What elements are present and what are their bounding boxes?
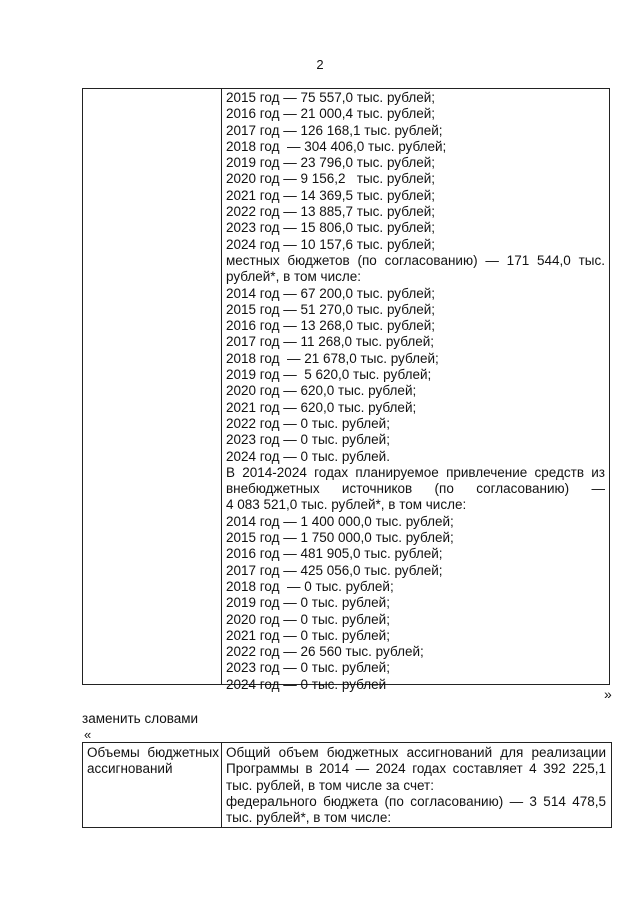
funding-table-fragment: [82, 88, 610, 692]
replace-with-label: заменить словами: [82, 711, 199, 726]
extrabudgetary-year-line: 2021 год — 0 тыс. рублей;: [226, 627, 390, 643]
year-line: 2024 год — 10 157,6 тыс. рублей;: [226, 236, 435, 252]
year-line: 2015 год — 75 557,0 тыс. рублей;: [226, 90, 435, 105]
opening-quote-mark: «: [84, 727, 92, 742]
extrabudgetary-year-line: 2019 год — 0 тыс. рублей;: [226, 595, 390, 611]
total-allocation-text: Общий объем бюджетных ассигнований для реализации: [226, 745, 606, 760]
local-budget-heading-cont: рублей*, в том числе:: [226, 269, 362, 285]
extrabudgetary-total: 4 083 521,0 тыс. рублей*, в том числе:: [226, 497, 467, 513]
federal-budget-text: тыс. рублей*, в том числе:: [226, 810, 392, 826]
row-label-cell: [87, 745, 219, 778]
local-year-line: 2017 год — 11 268,0 тыс. рублей;: [226, 334, 434, 350]
closing-quote-mark: »: [604, 686, 612, 702]
year-line: 2021 год — 14 369,5 тыс. рублей;: [226, 187, 435, 203]
local-year-line: 2015 год — 51 270,0 тыс. рублей;: [226, 301, 435, 317]
local-year-line: 2023 год — 0 тыс. рублей;: [226, 432, 390, 448]
column-divider: [221, 743, 222, 827]
extrabudgetary-year-line: 2018 год — 0 тыс. рублей;: [226, 578, 394, 594]
year-line: 2020 год — 9 156,2 тыс. рублей;: [226, 171, 435, 187]
extrabudgetary-year-line: 2024 год — 0 тыс. рублей: [226, 676, 387, 692]
extrabudgetary-year-line: 2016 год — 481 905,0 тыс. рублей;: [226, 546, 443, 562]
row-value-cell: [226, 745, 606, 826]
year-line: 2019 год — 23 796,0 тыс. рублей;: [226, 155, 435, 171]
page-number: 2: [316, 57, 324, 72]
extrabudgetary-year-line: 2023 год — 0 тыс. рублей;: [226, 660, 390, 676]
budget-allocation-table: [82, 742, 612, 828]
year-line: 2018 год — 304 406,0 тыс. рублей;: [226, 138, 447, 154]
column-divider: [221, 89, 222, 684]
local-year-line: 2019 год — 5 620,0 тыс. рублей;: [226, 367, 432, 383]
year-line: 2017 год — 126 168,1 тыс. рублей;: [226, 122, 443, 138]
extrabudgetary-year-line: 2015 год — 1 750 000,0 тыс. рублей;: [226, 530, 454, 546]
extrabudgetary-year-line: 2020 год — 0 тыс. рублей;: [226, 611, 390, 627]
year-line: 2022 год — 13 885,7 тыс. рублей;: [226, 204, 435, 220]
year-line: 2016 год — 21 000,4 тыс. рублей;: [226, 106, 435, 122]
extrabudgetary-heading-cont: внебюджетных источников (по согласованию) —: [226, 481, 605, 497]
local-year-line: 2021 год — 620,0 тыс. рублей;: [226, 399, 417, 415]
row-label: Объемы бюджетных: [87, 745, 219, 760]
local-year-line: 2022 год — 0 тыс. рублей;: [226, 415, 390, 431]
local-year-line: 2014 год — 67 200,0 тыс. рублей;: [226, 285, 435, 301]
year-line: 2023 год — 15 806,0 тыс. рублей;: [226, 220, 435, 236]
local-year-line: 2018 год — 21 678,0 тыс. рублей;: [226, 350, 439, 366]
extrabudgetary-year-line: 2014 год — 1 400 000,0 тыс. рублей;: [226, 513, 454, 529]
total-allocation-text: тыс. рублей, в том числе за счет:: [226, 777, 434, 793]
extrabudgetary-year-line: 2022 год — 26 560 тыс. рублей;: [226, 644, 424, 660]
row-label-cont: ассигнований: [87, 761, 173, 777]
federal-budget-text: федерального бюджета (по согласованию) — 3 514 478,5: [226, 793, 606, 809]
local-year-line: 2024 год — 0 тыс. рублей.: [226, 448, 390, 464]
local-year-line: 2016 год — 13 268,0 тыс. рублей;: [226, 318, 435, 334]
local-budget-heading: местных бюджетов (по согласованию) — 171 544,0 тыс.: [226, 252, 605, 268]
funding-details-cell: [226, 90, 605, 693]
extrabudgetary-heading: В 2014-2024 годах планируемое привлечение средств из: [226, 464, 605, 480]
extrabudgetary-year-line: 2017 год — 425 056,0 тыс. рублей;: [226, 562, 443, 578]
local-year-line: 2020 год — 620,0 тыс. рублей;: [226, 383, 417, 399]
total-allocation-text: Программы в 2014 — 2024 годах составляет 4 392 225,1: [226, 761, 606, 777]
